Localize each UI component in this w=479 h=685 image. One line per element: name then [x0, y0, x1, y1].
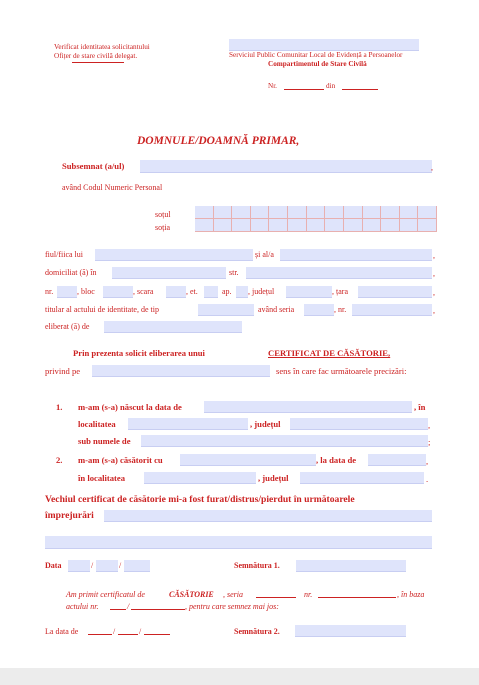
marriage-locality-label: în localitatea — [78, 473, 126, 483]
marriage-date-label: , la data de — [316, 455, 357, 465]
mother-label: și al/a — [255, 250, 274, 259]
page-title: DOMNULE/DOAMNĂ PRIMAR, — [137, 135, 300, 147]
birth-date-field[interactable] — [204, 401, 412, 413]
signature-2-label: Semnătura 2. — [234, 627, 280, 636]
form-page: Verificat identitatea solicitantului Ofițer de stare civilă delegat. Serviciul Public Comunitar Local de Evidență a Persoanelor Compartimentul de Stare Civilă Nr. din DOMNULE/DOAMNĂ PRIMAR, Subsemnat (a/ul) , având Codul Numeric Personal soțul soția fiul/fiica lui și al/a , domiciliat (ă) în str. , nr. , bloc , scara , et. ap. , județul , țara , titular al actului de identitate, de tip având seria , nr. , eliberat (ă) de Prin prezenta solicit eliberarea unui CERTIFICAT DE CĂSĂTORIE, privind pe sens în care fac următoarele precizări: 1. m-am (s-a) născut la data de , în localitatea , județul , sub numele de ; 2. m-am (s-a) căsătorit cu , la data de , în localitatea , județul . Vechiul certificat de căsătorie mi-a fost furat/distrus/pierdut în următoarele împrejurări Data / / Semnătura 1. Am primit certificatul de CĂSĂTORIE , seria nr. , în baza actului nr. / , pentru care semnez mai jos: La data de / / Semnătura 2. — [0, 0, 479, 668]
county-label: , județul — [248, 287, 275, 296]
county-field[interactable] — [286, 286, 332, 298]
mother-name-field[interactable] — [280, 249, 432, 261]
certificate-type: CERTIFICAT DE CĂSĂTORIE, — [268, 348, 391, 358]
street-field[interactable] — [246, 267, 432, 279]
item-2-number: 2. — [56, 455, 63, 465]
circumstances-field[interactable] — [104, 510, 432, 522]
applicant-name-field[interactable] — [140, 160, 432, 173]
issued-by-field[interactable] — [104, 321, 242, 333]
id-series-label: având seria — [258, 305, 295, 314]
birth-locality-field[interactable] — [128, 418, 248, 430]
receipt-date-month-line[interactable] — [118, 634, 138, 635]
issued-by-label: eliberat (ă) de — [45, 322, 90, 331]
service-name-label: Serviciul Public Comunitar Local de Evidență a Persoanelor — [229, 51, 403, 59]
cnp-label: având Codul Numeric Personal — [62, 183, 163, 192]
registry-date-label: din — [326, 82, 336, 90]
maiden-name-field[interactable] — [141, 435, 428, 447]
receipt-act-label: actului nr. — [66, 602, 99, 611]
signature-2-field[interactable] — [295, 625, 406, 637]
birth-date-label: m-am (s-a) născut la data de — [78, 402, 182, 412]
father-name-field[interactable] — [95, 249, 253, 261]
cnp-grid[interactable] — [195, 206, 437, 232]
block-field[interactable] — [103, 286, 133, 298]
registry-date-line[interactable] — [342, 89, 378, 90]
viewer-background — [0, 668, 479, 685]
number-field[interactable] — [57, 286, 77, 298]
spouse-field[interactable] — [180, 454, 316, 466]
marriage-locality-field[interactable] — [144, 472, 256, 484]
date-day-field[interactable] — [68, 560, 90, 572]
receipt-text: Am primit certificatul de — [66, 590, 145, 599]
father-label: fiul/fiica lui — [45, 250, 83, 259]
wife-label: soția — [155, 223, 171, 232]
birth-county-field[interactable] — [290, 418, 428, 430]
domicile-label: domiciliat (ă) în — [45, 268, 97, 277]
clarifications-label: sens în care fac următoarele precizări: — [276, 366, 407, 376]
service-name-field[interactable] — [229, 39, 419, 51]
receipt-act-date-line[interactable] — [131, 609, 185, 610]
id-type-field[interactable] — [198, 304, 254, 316]
birth-in-label: , în — [414, 402, 426, 412]
maiden-name-label: sub numele de — [78, 436, 131, 446]
country-label: , țara — [332, 287, 348, 296]
id-type-label: titular al actului de identitate, de tip — [45, 305, 159, 314]
street-label: str. — [229, 268, 239, 277]
id-number-label: , nr. — [334, 305, 347, 314]
registry-nr-line[interactable] — [284, 89, 324, 90]
entrance-label: , scara — [133, 287, 154, 296]
receipt-nr-line[interactable] — [318, 597, 396, 598]
old-certificate-text: Vechiul certificat de căsătorie mi-a fost furat/distrus/pierdut în următoarele — [45, 494, 355, 505]
receipt-nr-label: nr. — [304, 590, 313, 599]
marriage-county-field[interactable] — [300, 472, 424, 484]
receipt-date-label: La data de — [45, 627, 79, 636]
date-label: Data — [45, 561, 62, 570]
domicile-field[interactable] — [112, 267, 226, 279]
apartment-field[interactable] — [236, 286, 248, 298]
receipt-cert-type: CĂSĂTORIE — [169, 590, 214, 599]
request-text: Prin prezenta solicit eliberarea unui — [73, 348, 205, 358]
spouse-label: m-am (s-a) căsătorit cu — [78, 455, 163, 465]
apartment-label: ap. — [222, 287, 232, 296]
marriage-county-label: , județul — [258, 473, 289, 483]
circumstances-label: împrejurări — [45, 510, 94, 521]
date-month-field[interactable] — [96, 560, 118, 572]
receipt-date-day-line[interactable] — [88, 634, 112, 635]
applicant-name-label: Subsemnat (a/ul) — [62, 161, 125, 171]
officer-signature-line — [72, 62, 124, 63]
receipt-sign-text: , pentru care semnez mai jos: — [185, 602, 279, 611]
signature-1-field[interactable] — [296, 560, 406, 572]
id-series-field[interactable] — [304, 304, 334, 316]
id-number-field[interactable] — [352, 304, 432, 316]
verified-identity-label: Verificat identitatea solicitantului — [54, 43, 150, 51]
receipt-series-label: , seria — [223, 590, 243, 599]
floor-field[interactable] — [204, 286, 218, 298]
officer-label: Ofițer de stare civilă delegat. — [54, 52, 138, 60]
registry-nr-label: Nr. — [268, 82, 277, 90]
regarding-field[interactable] — [92, 365, 270, 377]
signature-1-label: Semnătura 1. — [234, 561, 280, 570]
receipt-basis-label: , în baza — [397, 590, 425, 599]
receipt-date-year-line[interactable] — [144, 634, 170, 635]
department-label: Compartimentul de Stare Civilă — [268, 60, 367, 68]
receipt-act-nr-line[interactable] — [110, 609, 126, 610]
circumstances-field-2[interactable] — [45, 536, 432, 549]
marriage-date-field[interactable] — [368, 454, 426, 466]
country-field[interactable] — [358, 286, 432, 298]
receipt-series-line[interactable] — [256, 597, 296, 598]
entrance-field[interactable] — [166, 286, 186, 298]
number-label: nr. — [45, 287, 54, 296]
block-label: , bloc — [77, 287, 95, 296]
floor-label: , et. — [186, 287, 198, 296]
husband-label: soțul — [155, 210, 171, 219]
date-year-field[interactable] — [124, 560, 150, 572]
regarding-label: privind pe — [45, 366, 81, 376]
birth-locality-label: localitatea — [78, 419, 116, 429]
item-1-number: 1. — [56, 402, 63, 412]
birth-county-label: , județul — [250, 419, 281, 429]
